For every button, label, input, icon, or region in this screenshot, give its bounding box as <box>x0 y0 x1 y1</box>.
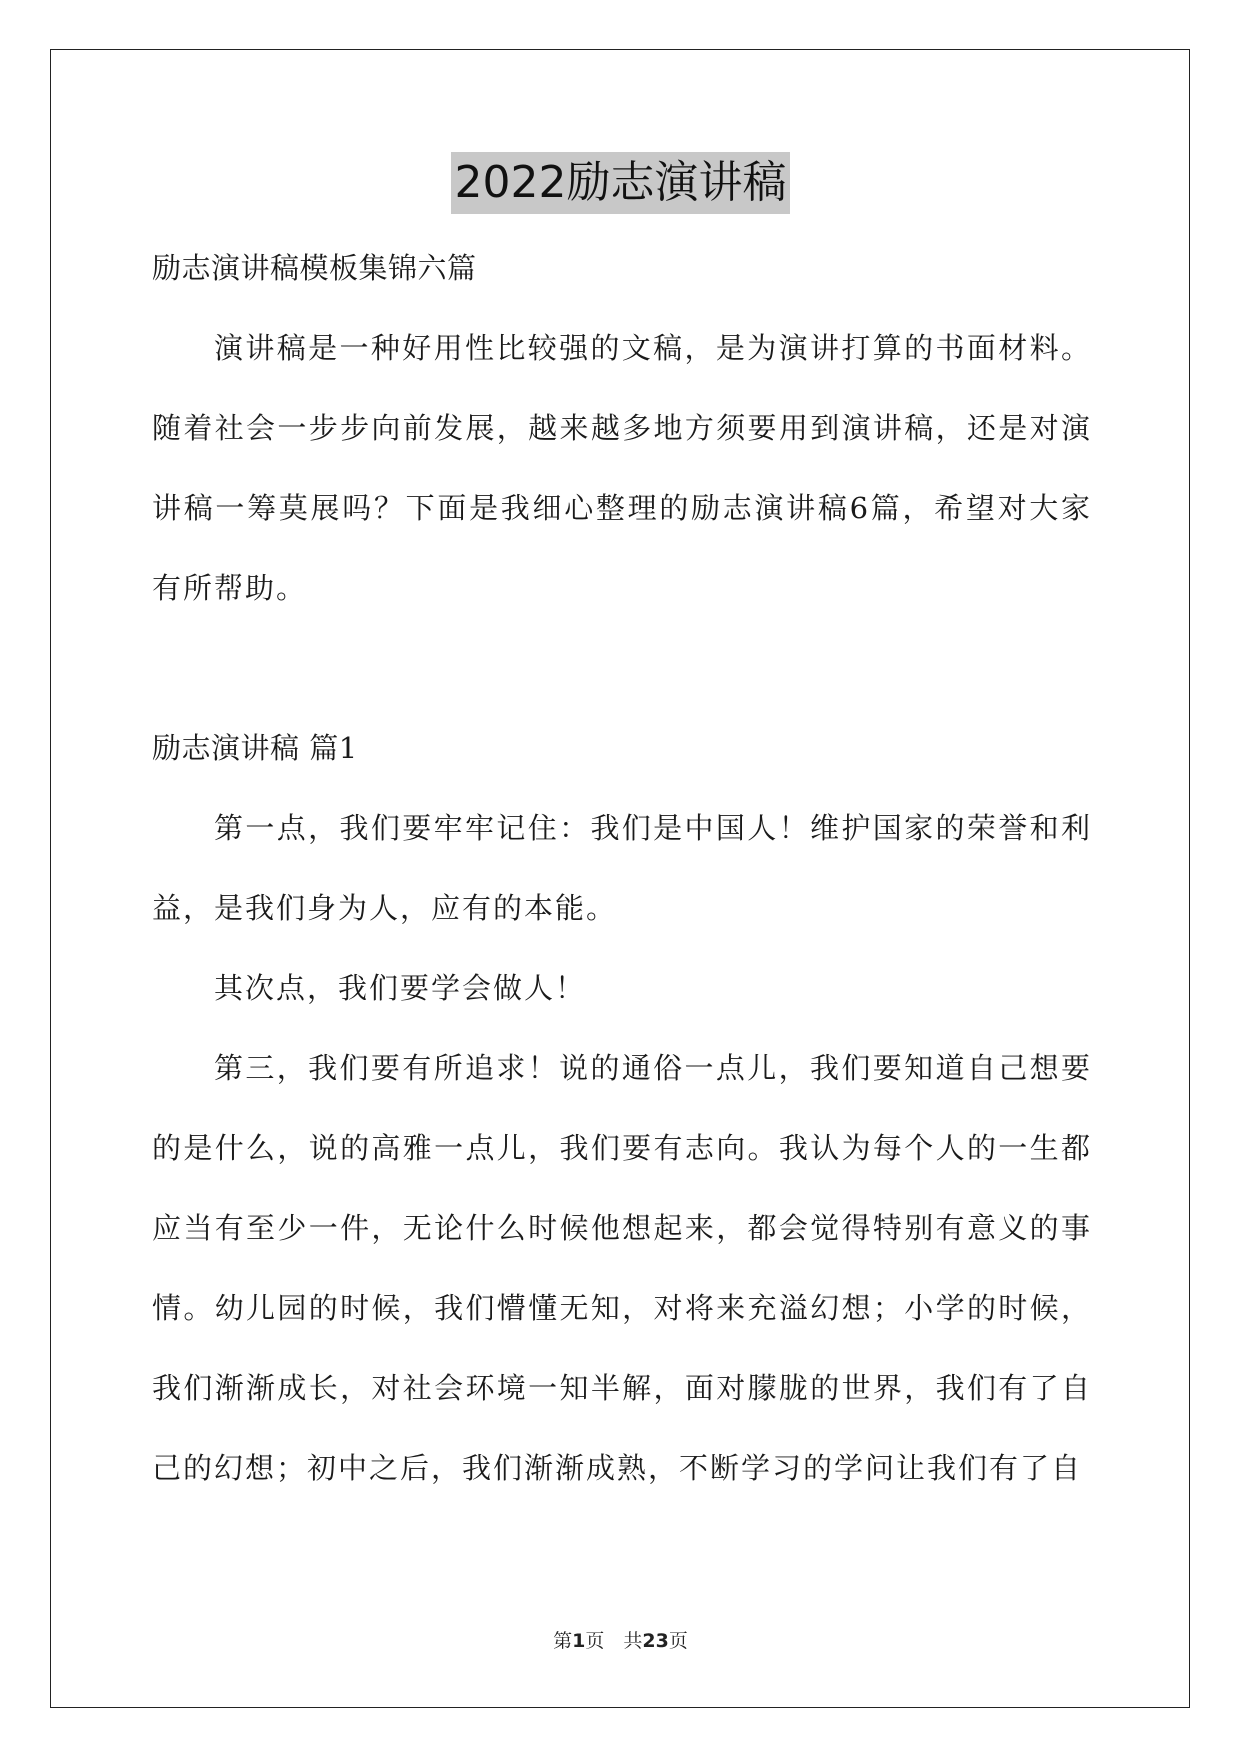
footer-middle: 页 共 <box>585 1630 643 1652</box>
title-wrap <box>0 152 1241 214</box>
document-body <box>152 228 1092 1508</box>
footer-prefix: 第 <box>553 1630 573 1652</box>
footer-page-number: 1 <box>572 1630 586 1652</box>
section-heading: 励志演讲稿 篇1 <box>152 731 358 765</box>
intro-paragraph: 演讲稿是一种好用性比较强的文稿，是为演讲打算的书面材料。随着社会一步步向前发展，越来越多地方须要用到演讲稿，还是对演讲稿一筹莫展吗？下面是我细心整理的励志演讲稿6篇，希望对大家有所帮助。 <box>152 331 1092 605</box>
document-title: 2022励志演讲稿 <box>451 152 791 214</box>
footer-suffix: 页 <box>668 1630 688 1652</box>
spacer <box>152 628 1092 708</box>
body-paragraph: 第三，我们要有所追求！说的通俗一点儿，我们要知道自己想要的是什么，说的高雅一点儿，我们要有志向。我认为每个人的一生都应当有至少一件，无论什么时候他想起来，都会觉得特别有意义的事情。幼儿园的时候，我们懵懂无知，对将来充溢幻想；小学的时候，我们渐渐成长，对社会环境一知半解，面对朦胧的世界，我们有了自己的幻想；初中之后，我们渐渐成熟，不断学习的学问让我们有了自 <box>152 1051 1092 1485</box>
body-paragraph: 其次点，我们要学会做人！ <box>214 971 587 1005</box>
page-footer <box>0 1626 1241 1653</box>
document-subtitle: 励志演讲稿模板集锦六篇 <box>152 251 477 285</box>
footer-total-pages: 23 <box>642 1630 669 1652</box>
body-paragraph: 第一点，我们要牢牢记住：我们是中国人！维护国家的荣誉和利益，是我们身为人，应有的本能。 <box>152 811 1092 925</box>
